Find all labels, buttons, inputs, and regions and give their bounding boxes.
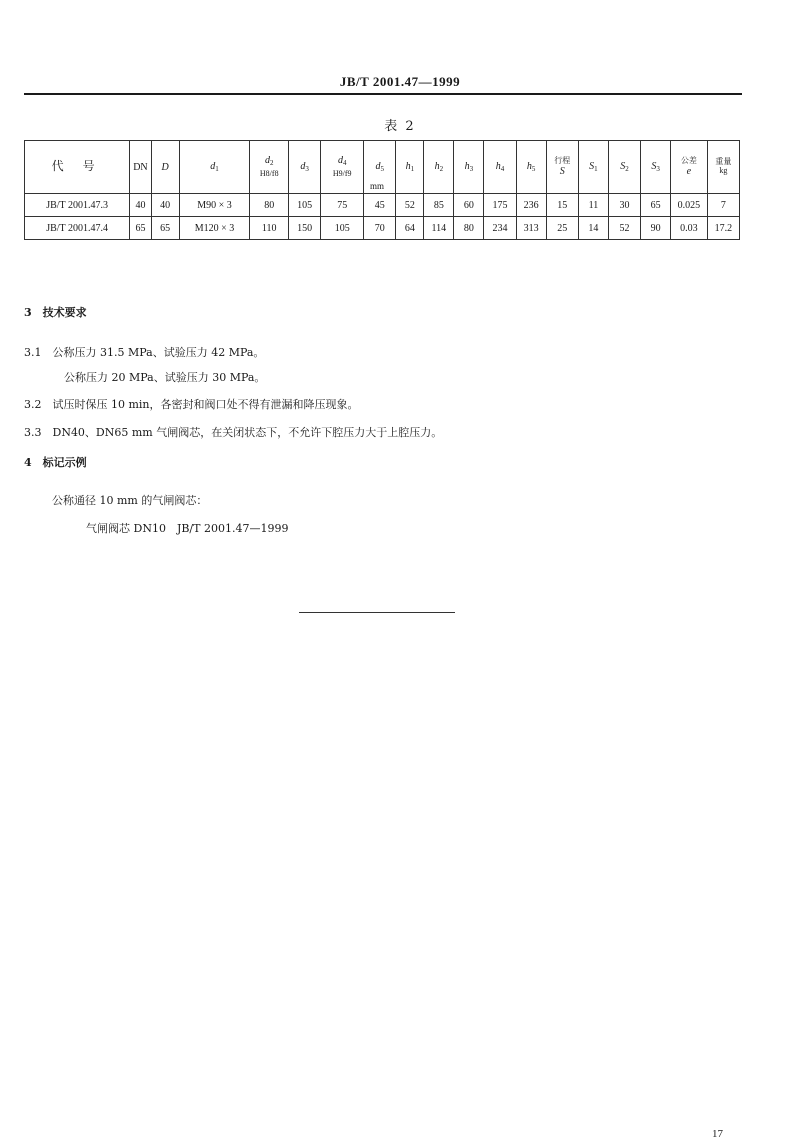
header-s1: $S_1$	[578, 141, 608, 194]
header-d4: $d_4$ H9/f9	[321, 141, 364, 194]
cell-h5: 236	[516, 194, 546, 217]
cell-d1: M120 × 3	[179, 217, 250, 240]
cell-h3: 60	[454, 194, 484, 217]
page-header-title: JB/T 2001.47—1999	[339, 74, 461, 89]
header-stroke: 行程 S	[546, 141, 578, 194]
footer-rule	[299, 612, 455, 613]
cell-s1: 14	[578, 217, 608, 240]
table-row	[25, 217, 740, 240]
cell-h2: 114	[424, 217, 454, 240]
header-h2: $h_2$	[424, 141, 454, 194]
cell-weight: 17.2	[707, 217, 739, 240]
cell-stroke: 25	[546, 217, 578, 240]
paragraph-4b: 气闸阀芯 DN10 JB/T 2001.47—1999	[86, 522, 289, 535]
cell-s2: 30	[608, 194, 640, 217]
header-s2: $S_2$	[608, 141, 640, 194]
paragraph-3-2: 3.2 试压时保压 10 min，各密封和阀口处不得有泄漏和降压现象。	[24, 398, 359, 411]
cell-s3: 65	[641, 194, 671, 217]
header-d5: $d_5$	[364, 141, 396, 194]
header-d2: $d_2$ H8/f8	[250, 141, 289, 194]
cell-code: JB/T 2001.47.4	[25, 217, 130, 240]
header-h3: $h_3$	[454, 141, 484, 194]
paragraph-3-3: 3.3 DN40、DN65 mm 气闸阀芯，在关闭状态下，不允许下腔压力大于上腔压力。	[24, 426, 443, 439]
cell-stroke: 15	[546, 194, 578, 217]
header-h4: $h_4$	[484, 141, 516, 194]
cell-tolerance: 0.03	[671, 217, 708, 240]
cell-h4: 234	[484, 217, 516, 240]
cell-d2: 80	[250, 194, 289, 217]
cell-h5: 313	[516, 217, 546, 240]
cell-s2: 52	[608, 217, 640, 240]
cell-h2: 85	[424, 194, 454, 217]
cell-d2: 110	[250, 217, 289, 240]
table-caption: 表 2	[384, 119, 416, 134]
cell-code: JB/T 2001.47.3	[25, 194, 130, 217]
table-unit-label: mm	[370, 181, 385, 191]
cell-h4: 175	[484, 194, 516, 217]
header-d1: $d_1$	[179, 141, 250, 194]
cell-d5: 70	[364, 217, 396, 240]
header-h1: $h_1$	[396, 141, 424, 194]
cell-s1: 11	[578, 194, 608, 217]
table-row	[25, 194, 740, 217]
paragraph-3-1b: 公称压力 20 MPa、试验压力 30 MPa。	[64, 371, 266, 384]
cell-s3: 90	[641, 217, 671, 240]
header-dn: DN	[130, 141, 151, 194]
cell-dn: 65	[130, 217, 151, 240]
page-number: 17	[712, 1128, 723, 1140]
cell-d4: 105	[321, 217, 364, 240]
cell-d-upper: 65	[151, 217, 179, 240]
cell-tolerance: 0.025	[671, 194, 708, 217]
paragraph-3-1a: 3.1 公称压力 31.5 MPa、试验压力 42 MPa。	[24, 346, 265, 359]
section-4-title: 4 标记示例	[24, 456, 87, 469]
cell-d3: 105	[289, 194, 321, 217]
cell-h1: 52	[396, 194, 424, 217]
cell-d1: M90 × 3	[179, 194, 250, 217]
header-tolerance: 公差 e	[671, 141, 708, 194]
cell-h1: 64	[396, 217, 424, 240]
paragraph-4a: 公称通径 10 mm 的气闸阀芯：	[52, 494, 208, 507]
cell-weight: 7	[707, 194, 739, 217]
cell-d4: 75	[321, 194, 364, 217]
header-code: 代 号	[25, 141, 130, 194]
header-weight: 重量 kg	[707, 141, 739, 194]
section-3-title: 3 技术要求	[24, 306, 87, 319]
header-s3: $S_3$	[641, 141, 671, 194]
header-h5: $h_5$	[516, 141, 546, 194]
header-d3: $d_3$	[289, 141, 321, 194]
header-d-upper: D	[151, 141, 179, 194]
cell-d3: 150	[289, 217, 321, 240]
cell-h3: 80	[454, 217, 484, 240]
cell-d-upper: 40	[151, 194, 179, 217]
cell-d5: 45	[364, 194, 396, 217]
cell-dn: 40	[130, 194, 151, 217]
header-rule	[24, 93, 742, 95]
